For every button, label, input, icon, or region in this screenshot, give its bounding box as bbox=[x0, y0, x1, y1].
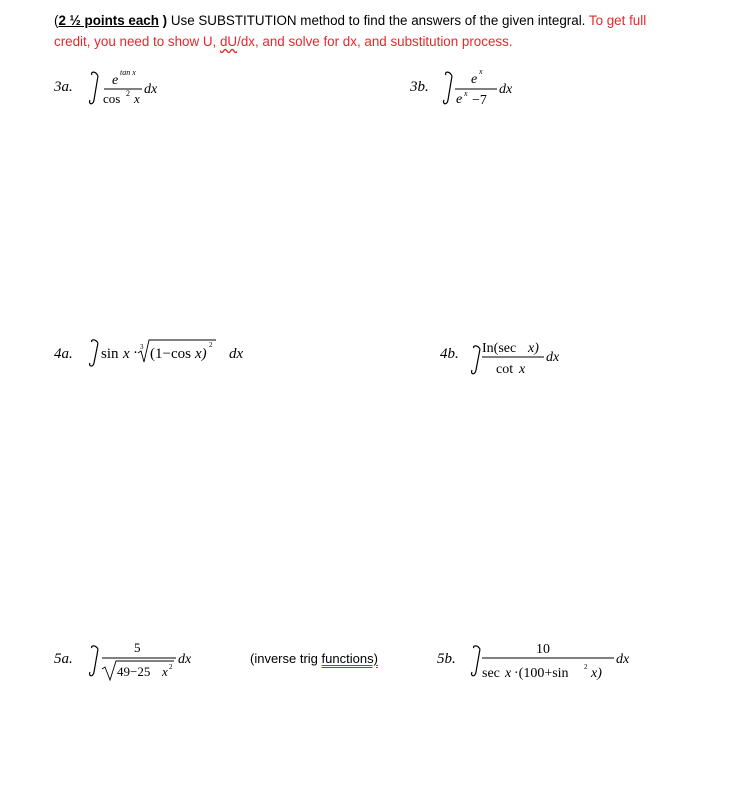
p3a-dx: dx bbox=[144, 82, 158, 97]
p3b-den-tail: −7 bbox=[472, 93, 487, 108]
p4a-x2: x) bbox=[195, 346, 207, 362]
p3b-dx: dx bbox=[499, 82, 513, 97]
p4b-num: In(sec bbox=[482, 341, 517, 356]
p3a-num-base: e bbox=[112, 73, 119, 88]
integral-sign bbox=[472, 346, 480, 374]
p5a-num: 5 bbox=[134, 640, 141, 655]
note-prefix: (inverse trig bbox=[250, 651, 322, 666]
integral-sign bbox=[90, 340, 98, 366]
credit-pre: credit, you need to show U, bbox=[54, 34, 220, 49]
points-paren: ) bbox=[158, 13, 168, 28]
credit-post: /dx, and solve for dx, and substitution process. bbox=[237, 34, 513, 49]
integral-sign bbox=[90, 646, 98, 676]
p3a-den: cos bbox=[103, 91, 121, 106]
p5b-den-x1: x bbox=[505, 666, 512, 681]
note-functions-link: functions) bbox=[321, 651, 378, 666]
problem-4b-label: 4b. bbox=[440, 346, 459, 362]
p5b-den-x2: x) bbox=[591, 666, 602, 681]
p3a-den-var: x bbox=[134, 91, 140, 106]
p4a-x1: x bbox=[123, 346, 130, 362]
p4a-dx: dx bbox=[229, 346, 244, 362]
credit-du: dU bbox=[219, 34, 238, 49]
p5b-num: 10 bbox=[536, 642, 550, 657]
p5b-den-exp: 2 bbox=[584, 663, 588, 671]
p3a-den-exp: 2 bbox=[126, 89, 130, 98]
p3b-den-exp: x bbox=[464, 89, 468, 98]
p5a-dx: dx bbox=[178, 652, 192, 667]
p3a-num-exp: tan x bbox=[120, 68, 136, 77]
problem-5a-integral bbox=[88, 636, 203, 686]
problem-3b-integral bbox=[442, 60, 552, 110]
p5a-den-exp: 2 bbox=[169, 663, 173, 671]
problem-4b-integral bbox=[470, 336, 580, 380]
problem-5b-label: 5b. bbox=[437, 651, 456, 667]
problem-4a-integral bbox=[88, 336, 268, 370]
problem-5a-label: 5a. bbox=[54, 651, 73, 667]
p4a-pow: 2 bbox=[209, 341, 213, 349]
p5a-den: 49−25 bbox=[117, 664, 151, 679]
p5b-den-sec: sec bbox=[482, 666, 500, 681]
p4a-dot: · bbox=[133, 345, 138, 361]
instruction-text: Use SUBSTITUTION method to find the answers of the given integral. bbox=[167, 13, 589, 28]
p5a-den-x: x bbox=[162, 664, 168, 679]
problem-5b-integral bbox=[470, 636, 640, 686]
integral-sign bbox=[90, 72, 98, 104]
p4a-inner: (1−cos bbox=[150, 346, 191, 362]
p5b-den-mid: ·(100+sin bbox=[514, 666, 569, 681]
problem-3b-label: 3b. bbox=[410, 79, 429, 95]
credit-line-1: To get full bbox=[588, 13, 647, 28]
instructions-header: (2 ½ points each ) Use SUBSTITUTION method to find the answers of the given integral. To get full credit, you need to show U, dU/dx, and solve for dx, and substitution process. bbox=[54, 13, 647, 49]
problem-4a-label: 4a. bbox=[54, 346, 73, 362]
points-label: 2 ½ points each bbox=[58, 13, 159, 28]
inverse-trig-note bbox=[250, 651, 378, 666]
p4b-num-x: x) bbox=[528, 341, 539, 356]
p4b-den: cot bbox=[496, 362, 514, 377]
p4a-sin: sin bbox=[101, 346, 119, 362]
p4b-dx: dx bbox=[546, 350, 560, 365]
integral-sign bbox=[472, 646, 480, 676]
p3b-num-exp: x bbox=[479, 67, 483, 76]
p4b-den-x: x bbox=[519, 362, 526, 377]
p3b-den-base: e bbox=[456, 92, 463, 107]
problem-3a-label: 3a. bbox=[54, 79, 73, 95]
integral-sign bbox=[444, 72, 452, 104]
p3b-num-base: e bbox=[471, 72, 478, 87]
problem-3a-integral bbox=[88, 60, 198, 110]
p4a-root-index: 3 bbox=[140, 343, 144, 351]
p5b-dx: dx bbox=[616, 652, 630, 667]
